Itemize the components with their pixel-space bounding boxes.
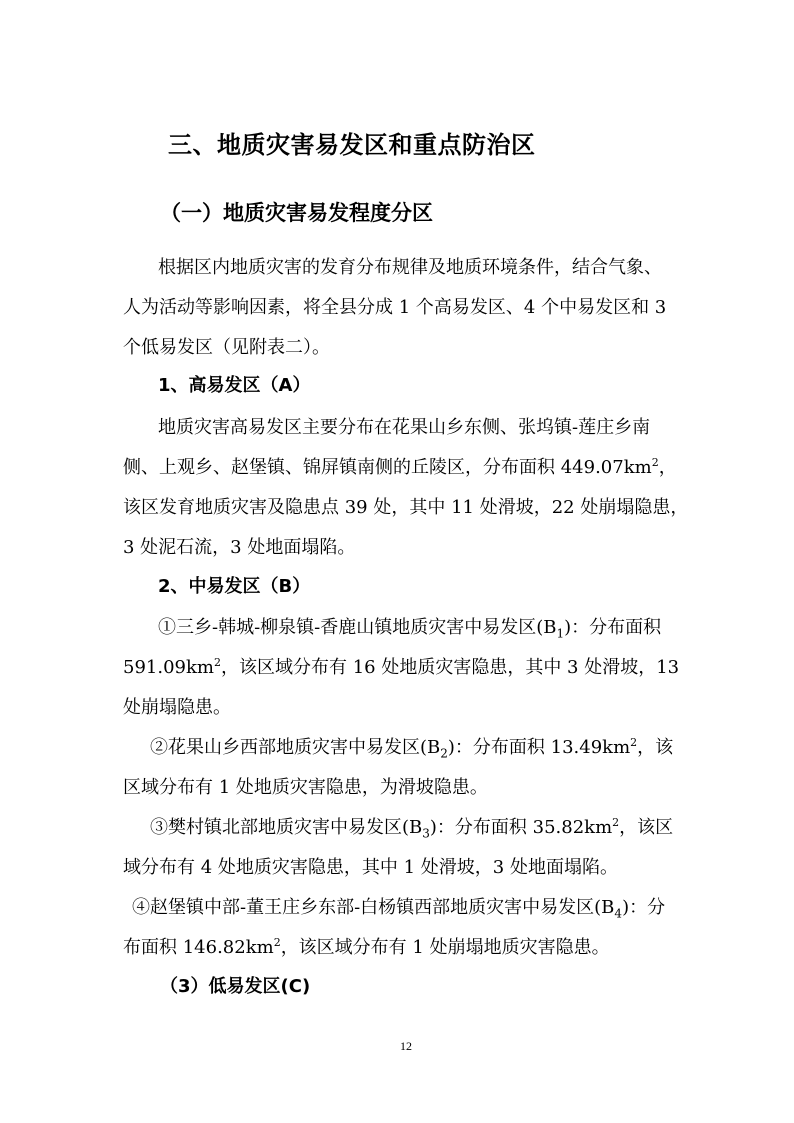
intro-line-1: 根据区内地质灾害的发育分布规律及地质环境条件，结合气象、: [158, 257, 662, 278]
text-run: 布面积 146.82km: [123, 937, 274, 958]
b1-line-3: 处崩塌隐患。: [123, 697, 231, 718]
subscript: 3: [422, 826, 430, 841]
high-line-3: 该区发育地质灾害及隐患点 39 处，其中 11 处滑坡，22 处崩塌隐患，: [123, 497, 689, 518]
text-run: ③樊村镇北部地质灾害中易发区(B: [150, 817, 423, 838]
intro-line-3: 个低易发区（见附表二）。: [123, 337, 330, 358]
superscript: 2: [273, 936, 281, 949]
subscript: 2: [440, 746, 448, 761]
high-line-2: [123, 456, 677, 478]
text-run: ，该: [637, 737, 674, 758]
superscript: 2: [630, 736, 638, 749]
text-run: ，: [658, 457, 677, 478]
superscript: 2: [651, 456, 659, 469]
b3-line-2: 域分布有 4 处地质灾害隐患，其中 1 处滑坡，3 处地面塌陷。: [123, 857, 618, 878]
text-run: ，该区域分布有 1 处崩塌地质灾害隐患。: [280, 937, 610, 958]
low-zone-heading: （3）低易发区(C): [160, 976, 311, 997]
b2-line-2: 区域分布有 1 处地质灾害隐患，为滑坡隐患。: [123, 777, 488, 798]
b1-line-1: [158, 617, 662, 641]
b4-line-2: [123, 936, 610, 958]
subscript: 4: [614, 906, 623, 921]
high-zone-heading: 1、高易发区（A）: [158, 375, 311, 396]
high-line-4: 3 处泥石流，3 处地面塌陷。: [123, 537, 356, 558]
section-heading: （一）地质灾害易发程度分区: [160, 201, 433, 225]
text-run: 侧、上观乡、赵堡镇、锦屏镇南侧的丘陵区，分布面积 449.07km: [123, 457, 652, 478]
text-run: )：分布面积 35.82km: [429, 817, 613, 838]
b1-line-2: [123, 656, 680, 678]
page-number: 12: [400, 1039, 412, 1053]
subscript: 1: [556, 626, 565, 641]
b2-line-1: [150, 736, 674, 761]
mid-zone-heading: 2、中易发区（B）: [158, 576, 311, 597]
page-title: 三、地质灾害易发区和重点防治区: [168, 131, 536, 159]
text-run: ②花果山乡西部地质灾害中易发区(B: [150, 737, 441, 758]
text-run: ，该区: [619, 817, 674, 838]
text-run: )：分布面积 13.49km: [447, 737, 631, 758]
superscript: 2: [213, 656, 221, 669]
text-run: ，该区域分布有 16 处地质灾害隐患，其中 3 处滑坡，13: [220, 657, 680, 678]
text-run: )：分: [622, 897, 666, 918]
text-run: ①三乡-韩城-柳泉镇-香鹿山镇地质灾害中易发区(B: [158, 617, 557, 638]
b4-line-1: [132, 897, 666, 921]
intro-line-2: 人为活动等影响因素，将全县分成 1 个高易发区、4 个中易发区和 3: [123, 297, 667, 318]
high-line-1: 地质灾害高易发区主要分布在花果山乡东侧、张坞镇-莲庄乡南: [158, 417, 651, 438]
text-run: )：分布面积: [564, 617, 662, 638]
b3-line-1: [150, 816, 674, 841]
text-run: 591.09km: [123, 657, 214, 678]
text-run: ④赵堡镇中部-董王庄乡东部-白杨镇西部地质灾害中易发区(B: [132, 897, 615, 918]
superscript: 2: [612, 816, 620, 829]
